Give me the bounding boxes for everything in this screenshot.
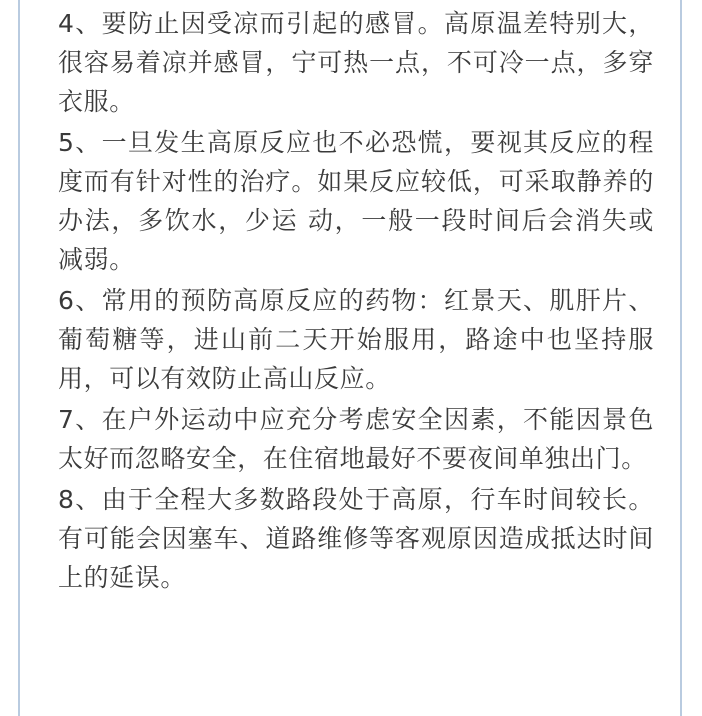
tip-paragraph-5: 5、一旦发生高原反应也不必恐慌，要视其反应的程度而有针对性的治疗。如果反应较低，可采取静养的办法，多饮水，少运 动，一般一段时间后会消失或减弱。 [58, 128, 654, 274]
tip-paragraph-8: 8、由于全程大多数路段处于高原，行车时间较长。有可能会因塞车、道路维修等客观原因造成抵达时间上的延误。 [58, 485, 654, 592]
tip-paragraph-6: 6、常用的预防高原反应的药物：红景天、肌肝片、葡萄糖等，进山前二天开始服用，路途中也坚持服用，可以有效防止高山反应。 [58, 286, 654, 393]
tip-paragraph-7: 7、在户外运动中应充分考虑安全因素，不能因景色太好而忽略安全，在住宿地最好不要夜间单独出门。 [58, 405, 654, 473]
tip-paragraph-4: 4、要防止因受凉而引起的感冒。高原温差特别大，很容易着凉并感冒，宁可热一点，不可冷一点，多穿衣服。 [58, 9, 654, 116]
article-body [58, 4, 654, 599]
